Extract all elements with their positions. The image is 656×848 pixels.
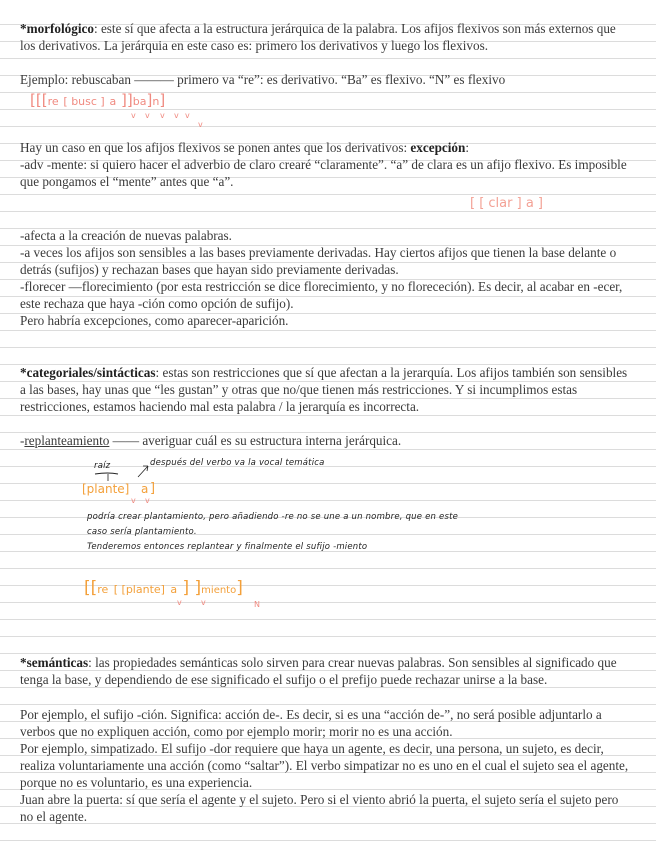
mark: v [185, 111, 190, 120]
suffix-miento: miento [201, 585, 237, 596]
handwriting-line2: caso sería plantamiento. [87, 527, 197, 537]
section-title: *semánticas [20, 655, 89, 670]
bracket-mid: ] ] [182, 578, 202, 598]
bracket-close: ] [146, 91, 153, 109]
section-body: : este sí que afecta a la estructura jerárquica de la palabra. Los afijos flexivos son más externos que los derivativos. La jerárquia en este caso es: primero los derivativos y luego los flexivos. [20, 21, 616, 53]
underlined-word: replanteamiento [24, 433, 110, 448]
bracket-open: [[ [84, 578, 98, 598]
section-title: *categoriales/sintácticas [20, 365, 156, 380]
semantic-example-cion: Por ejemplo, el sufijo -ción. Significa: acción de-. Es decir, si es una “acción de-”, no será posible adjuntarlo a verbos que no expliquen acción, como por ejemplo morir; morir no es una acción. [20, 707, 602, 739]
semantic-example-dor: Por ejemplo, simpatizado. El sufijo -dor requiere que haya un agente, es decir, una persona, un sujeto, es decir, realiza voluntariamente una acción (como “saltar”). El verbo simpatizar no es uno en el cual el sujeto sea el agente, porque no es voluntario, es una experiencia. [20, 741, 629, 790]
handwriting-raiz: raíz [94, 461, 111, 471]
example-rebuscaban: Ejemplo: rebuscaban ——— primero va “re”: es derivativo. “Ba” es flexivo. “N” es flexivo [20, 72, 506, 87]
bracket-mid: ]] [121, 91, 133, 109]
base-plante: [ [plante] [113, 583, 165, 596]
bracket-close: ] [159, 91, 166, 109]
mark: v [177, 598, 182, 607]
prefix-re: re [47, 95, 59, 108]
bracket-close: ] [150, 481, 156, 496]
theme-a: a [109, 95, 117, 108]
bracket-close: ] [236, 578, 243, 598]
theme-a: a [141, 482, 149, 496]
flex-n: n [152, 95, 160, 108]
section-title: *morfológico [20, 21, 94, 36]
dash: - [20, 433, 25, 448]
line-rest: —— averiguar cuál es su estructura interna jerárquica. [109, 433, 402, 448]
semantic-example-puerta: Juan abre la puerta: sí que sería el agente y el sujeto. Pero si el viento abrió la puerta, el sujeto sería el sujeto pero no el agente. [20, 792, 619, 824]
section-semanticas [20, 654, 632, 688]
mark: v [198, 120, 203, 129]
exceptions-line: Pero habría excepciones, como aparecer-aparición. [20, 313, 289, 328]
creation-line: -afecta a la creación de nuevas palabras. [20, 228, 232, 243]
handwriting-line3: Tenderemos entonces replantear y finalmente el sufijo -miento [87, 542, 368, 552]
mark: v [174, 111, 179, 120]
mark: v [160, 111, 165, 120]
theme-a: a [170, 583, 178, 596]
mark: v [145, 111, 150, 120]
sensitivity-line: -a veces los afijos son sensibles a las bases previamente derivadas. Hay ciertos afijos que tienen la base delante o detrás (sufijos) y rechazan bases que hayan sido previamente derivadas. [20, 245, 617, 277]
bracket-clara: [ [ clar ] a ] [470, 196, 543, 211]
florecer-line: -florecer —florecimiento (por esta restricción se dice florecimiento, y no florececión). Es decir, al acabar en -ecer, este rechaza que haya -ción como opción de sufijo). [20, 279, 623, 311]
handwriting-despues: después del verbo va la vocal temática [150, 458, 325, 468]
prefix-re: re [97, 583, 109, 596]
exception-colon: : [465, 140, 470, 155]
mark: v [131, 496, 136, 505]
mark: N [254, 600, 260, 609]
bracket-open: [[[ [30, 91, 48, 109]
flex-ba: ba [132, 95, 147, 108]
mark: v [131, 111, 136, 120]
exception-keyword: excepción [410, 140, 466, 155]
exception-text: Hay un caso en que los afijos flexivos se ponen antes que los derivativos: [20, 140, 411, 155]
section-body: : estas son restricciones que sí que afectan a la jerarquía. Los afijos también son sensibles a las bases, hay unas que “les gustan” y otras que no/que tienen más restricciones. Y si incumplimos estas restricciones, estamos haciendo mal esta palabra / la jerarquía es incorrecta. [20, 365, 628, 414]
adverb-mente: -adv -mente: si quiero hacer el adverbio de claro crearé “claramente”. “a” de clara es un afijo flexivo. Es imposible que pongamos el “mente” antes que “a”. [20, 157, 627, 189]
mark: v [201, 598, 206, 607]
handwriting-line1: podría crear plantamiento, pero añadiendo -re no se une a un nombre, que en este [87, 512, 459, 522]
mark: v [145, 496, 150, 505]
bracket-plante: [plante] [82, 482, 130, 496]
root-busc: [ busc ] [63, 95, 105, 108]
section-body: : las propiedades semánticas solo sirven para crear nuevas palabras. Son sensibles al significado que tenga la base, y dependiendo de ese significado el sufijo o el prefijo puede rechazar unirse a la base. [20, 655, 617, 687]
